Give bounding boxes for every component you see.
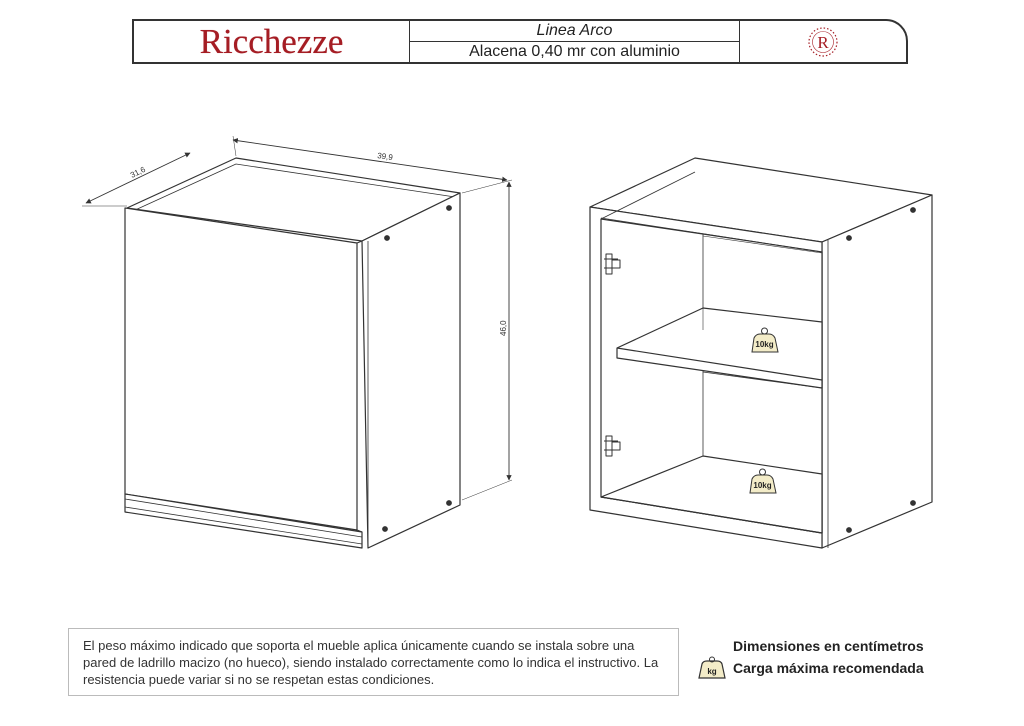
weight-icon	[697, 656, 727, 680]
screw-icon	[447, 206, 452, 211]
closed-cabinet-view	[125, 158, 460, 548]
screw-icon	[847, 236, 852, 241]
screw-icon	[911, 501, 916, 506]
screw-icon	[447, 501, 452, 506]
product-name: Alacena 0,40 mr con aluminio	[469, 43, 680, 60]
shelf-load-text: 10kg	[755, 340, 774, 349]
weight-icon-text: kg	[707, 667, 717, 676]
screw-icon	[911, 208, 916, 213]
width-label: 39,9	[376, 151, 394, 163]
height-label: 46,0	[499, 320, 508, 336]
load-disclaimer: El peso máximo indicado que soporta el mueble aplica únicamente cuando se instala sobre una pared de ladrillo macizo (no hueco), siendo instalado correctamente como lo indica el instructivo. La resistencia puede variar si no se respetan estas condiciones.	[68, 628, 679, 696]
legend-load: Carga máxima recomendada	[733, 660, 924, 676]
cabinet-door	[125, 208, 357, 530]
brand-logo: Ricchezze	[199, 22, 344, 61]
screw-icon	[847, 528, 852, 533]
open-cabinet-side	[822, 195, 932, 548]
emblem-letter: R	[817, 32, 829, 52]
legend-dimensions: Dimensiones en centímetros	[733, 638, 924, 654]
screw-icon	[385, 236, 390, 241]
cabinet-side	[362, 193, 460, 548]
product-line: Linea Arco	[410, 21, 739, 42]
screw-icon	[383, 527, 388, 532]
shelf-load-text: 10kg	[753, 481, 772, 490]
depth-label: 31,6	[128, 164, 147, 180]
